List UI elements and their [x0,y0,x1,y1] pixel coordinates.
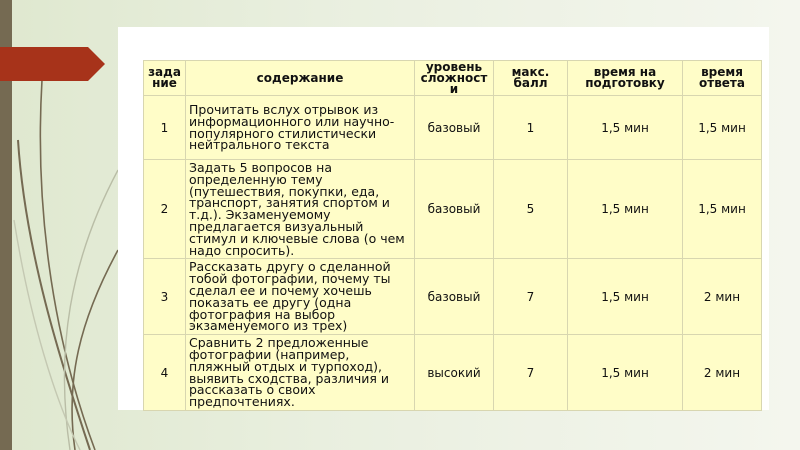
task-number: 1 [144,96,186,160]
task-prep-time: 1,5 мин [568,335,683,411]
task-answer-time: 1,5 мин [683,160,762,259]
task-level: высокий [415,335,494,411]
task-content: Прочитать вслух отрывок из информационного или научно-популярного стилистически нейтрального текста [186,96,415,160]
task-content: Сравнить 2 предложенные фотографии (например, пляжный отдых и турпоход), выявить сходства, различия и рассказать о своих предпочтениях. [186,335,415,411]
task-answer-time: 2 мин [683,259,762,335]
task-number: 3 [144,259,186,335]
task-answer-time: 2 мин [683,335,762,411]
task-number: 4 [144,335,186,411]
task-level: базовый [415,259,494,335]
task-max-score: 1 [494,96,568,160]
task-answer-time: 1,5 мин [683,96,762,160]
task-number: 2 [144,160,186,259]
task-max-score: 5 [494,160,568,259]
task-prep-time: 1,5 мин [568,96,683,160]
exam-tasks-table [143,60,762,411]
table-row [144,335,762,411]
task-level: базовый [415,160,494,259]
task-prep-time: 1,5 мин [568,160,683,259]
table-header-row [144,61,762,96]
header-prep-time: время на подготовку [568,61,683,96]
header-level: уровень сложност и [415,61,494,96]
header-answer-time: время ответа [683,61,762,96]
header-task: зада ние [144,61,186,96]
task-level: базовый [415,96,494,160]
table-row [144,259,762,335]
task-max-score: 7 [494,335,568,411]
header-content: содержание [186,61,415,96]
header-max-score: макс. балл [494,61,568,96]
task-max-score: 7 [494,259,568,335]
table-row [144,96,762,160]
table-row [144,160,762,259]
task-content: Рассказать другу о сделанной тобой фотографии, почему ты сделал ее и почему хочешь показать ее другу (одна фотография на выбор экзаменуемого из трех) [186,259,415,335]
content-panel [118,27,769,410]
task-content: Задать 5 вопросов на определенную тему (путешествия, покупки, еда, транспорт, занятия спортом и т.д.). Экзаменуемому предлагается визуальный стимул и ключевые слова (о чем надо спросить). [186,160,415,259]
task-prep-time: 1,5 мин [568,259,683,335]
title-arrow-shape [0,47,105,81]
